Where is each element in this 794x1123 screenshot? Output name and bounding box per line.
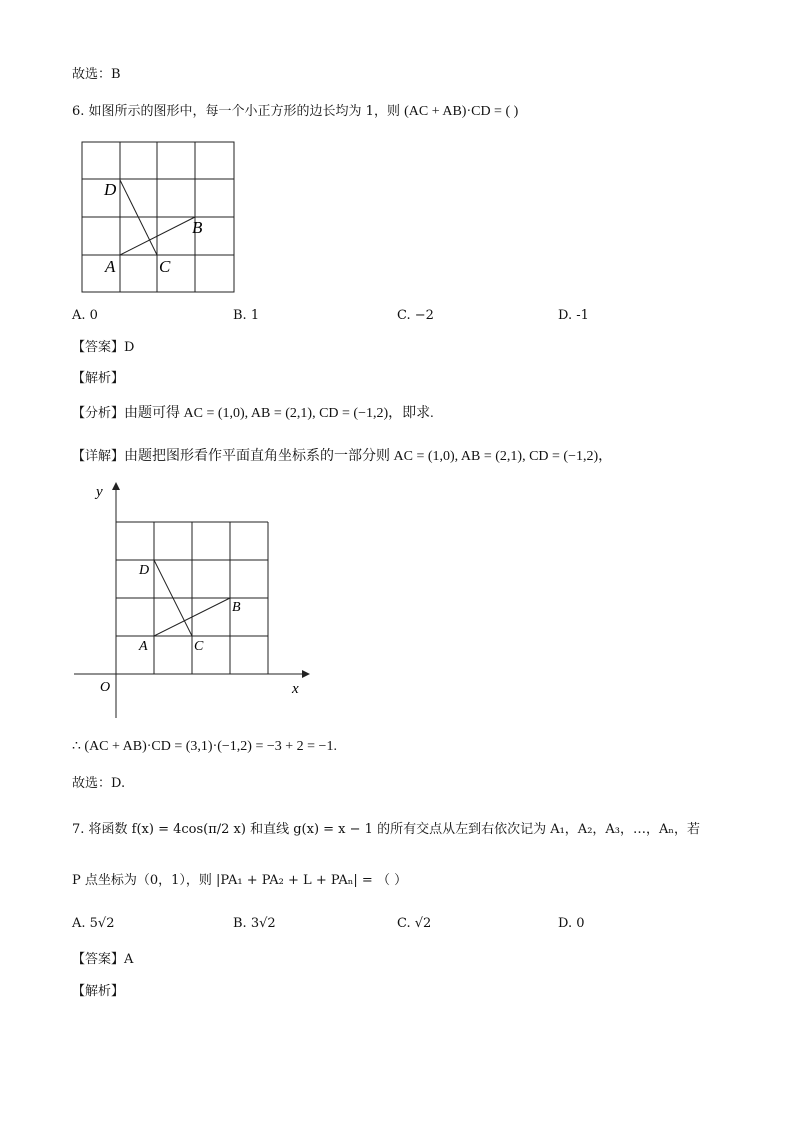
q7-answer-tag: 【答案】 [72, 952, 125, 967]
q6-answer-line [72, 339, 134, 357]
label-a: A [105, 257, 116, 276]
q6-option-b: B. 1 [233, 308, 260, 323]
q6-analysis-line [72, 405, 434, 423]
label-c: C [159, 257, 171, 276]
q6-question [72, 103, 518, 121]
q5-choose-line: 故选：B [72, 67, 121, 82]
q6-analysis-text: 由题可得 AC = (1,0), AB = (2,1), CD = (−1,2)，即求. [124, 406, 434, 421]
q6-option-d: D. -1 [558, 308, 589, 323]
q6-detail-tag: 【详解】 [72, 449, 125, 464]
x-label: x [292, 681, 299, 697]
q6-option-a: A. 0 [72, 308, 98, 323]
origin-label: O [100, 680, 111, 695]
q7-question-b: P 点坐标为（0，1），则 |PA₁ + PA₂ + L + PAₙ| = （ ） [72, 873, 408, 888]
coord-label-b: B [232, 600, 241, 615]
q7-answer: A [124, 952, 134, 967]
coord-label-d: D [139, 563, 150, 578]
q7-option-b: B. 3√2 [233, 916, 276, 931]
q6-question-text: 6. 如图所示的图形中，每一个小正方形的边长均为 1，则 [72, 104, 400, 119]
q6-therefore-line: ∴ (AC + AB)·CD = (3,1)·(−1,2) = −3 + 2 = −1. [72, 739, 337, 754]
q6-detail-line [72, 448, 612, 466]
q7-option-a: A. 5√2 [72, 916, 115, 931]
q6-analysis-tag: 【分析】 [72, 406, 125, 421]
q6-detail-text: 由题把图形看作平面直角坐标系的一部分则 AC = (1,0), AB = (2,1), CD = (−1,2)， [124, 449, 613, 464]
q7-question-a: 7. 将函数 f(x) = 4cos(π/2 x) 和直线 g(x) = x − 1 的所有交点从左到右依次记为 A₁，A₂，A₃，…，Aₙ，若 [72, 822, 701, 837]
q6-question-expr: (AC + AB)·CD = ( ) [404, 104, 519, 119]
q7-jiexi: 【解析】 [72, 984, 125, 999]
q6-answer-tag: 【答案】 [72, 340, 125, 355]
q6-grid-figure [80, 140, 240, 295]
label-d: D [104, 180, 117, 199]
q6-jiexi: 【解析】 [72, 371, 125, 386]
q7-option-d: D. 0 [558, 916, 585, 931]
q6-coordinate-figure [70, 476, 320, 726]
label-b: B [192, 218, 203, 237]
coord-label-c: C [194, 639, 204, 654]
y-label: y [96, 484, 103, 500]
q7-answer-line [72, 951, 133, 969]
q6-answer: D [124, 340, 135, 355]
q6-option-c: C. −2 [397, 308, 434, 323]
coord-label-a: A [139, 639, 148, 654]
q7-option-c: C. √2 [397, 916, 432, 931]
q6-choose-line: 故选：D. [72, 776, 126, 791]
